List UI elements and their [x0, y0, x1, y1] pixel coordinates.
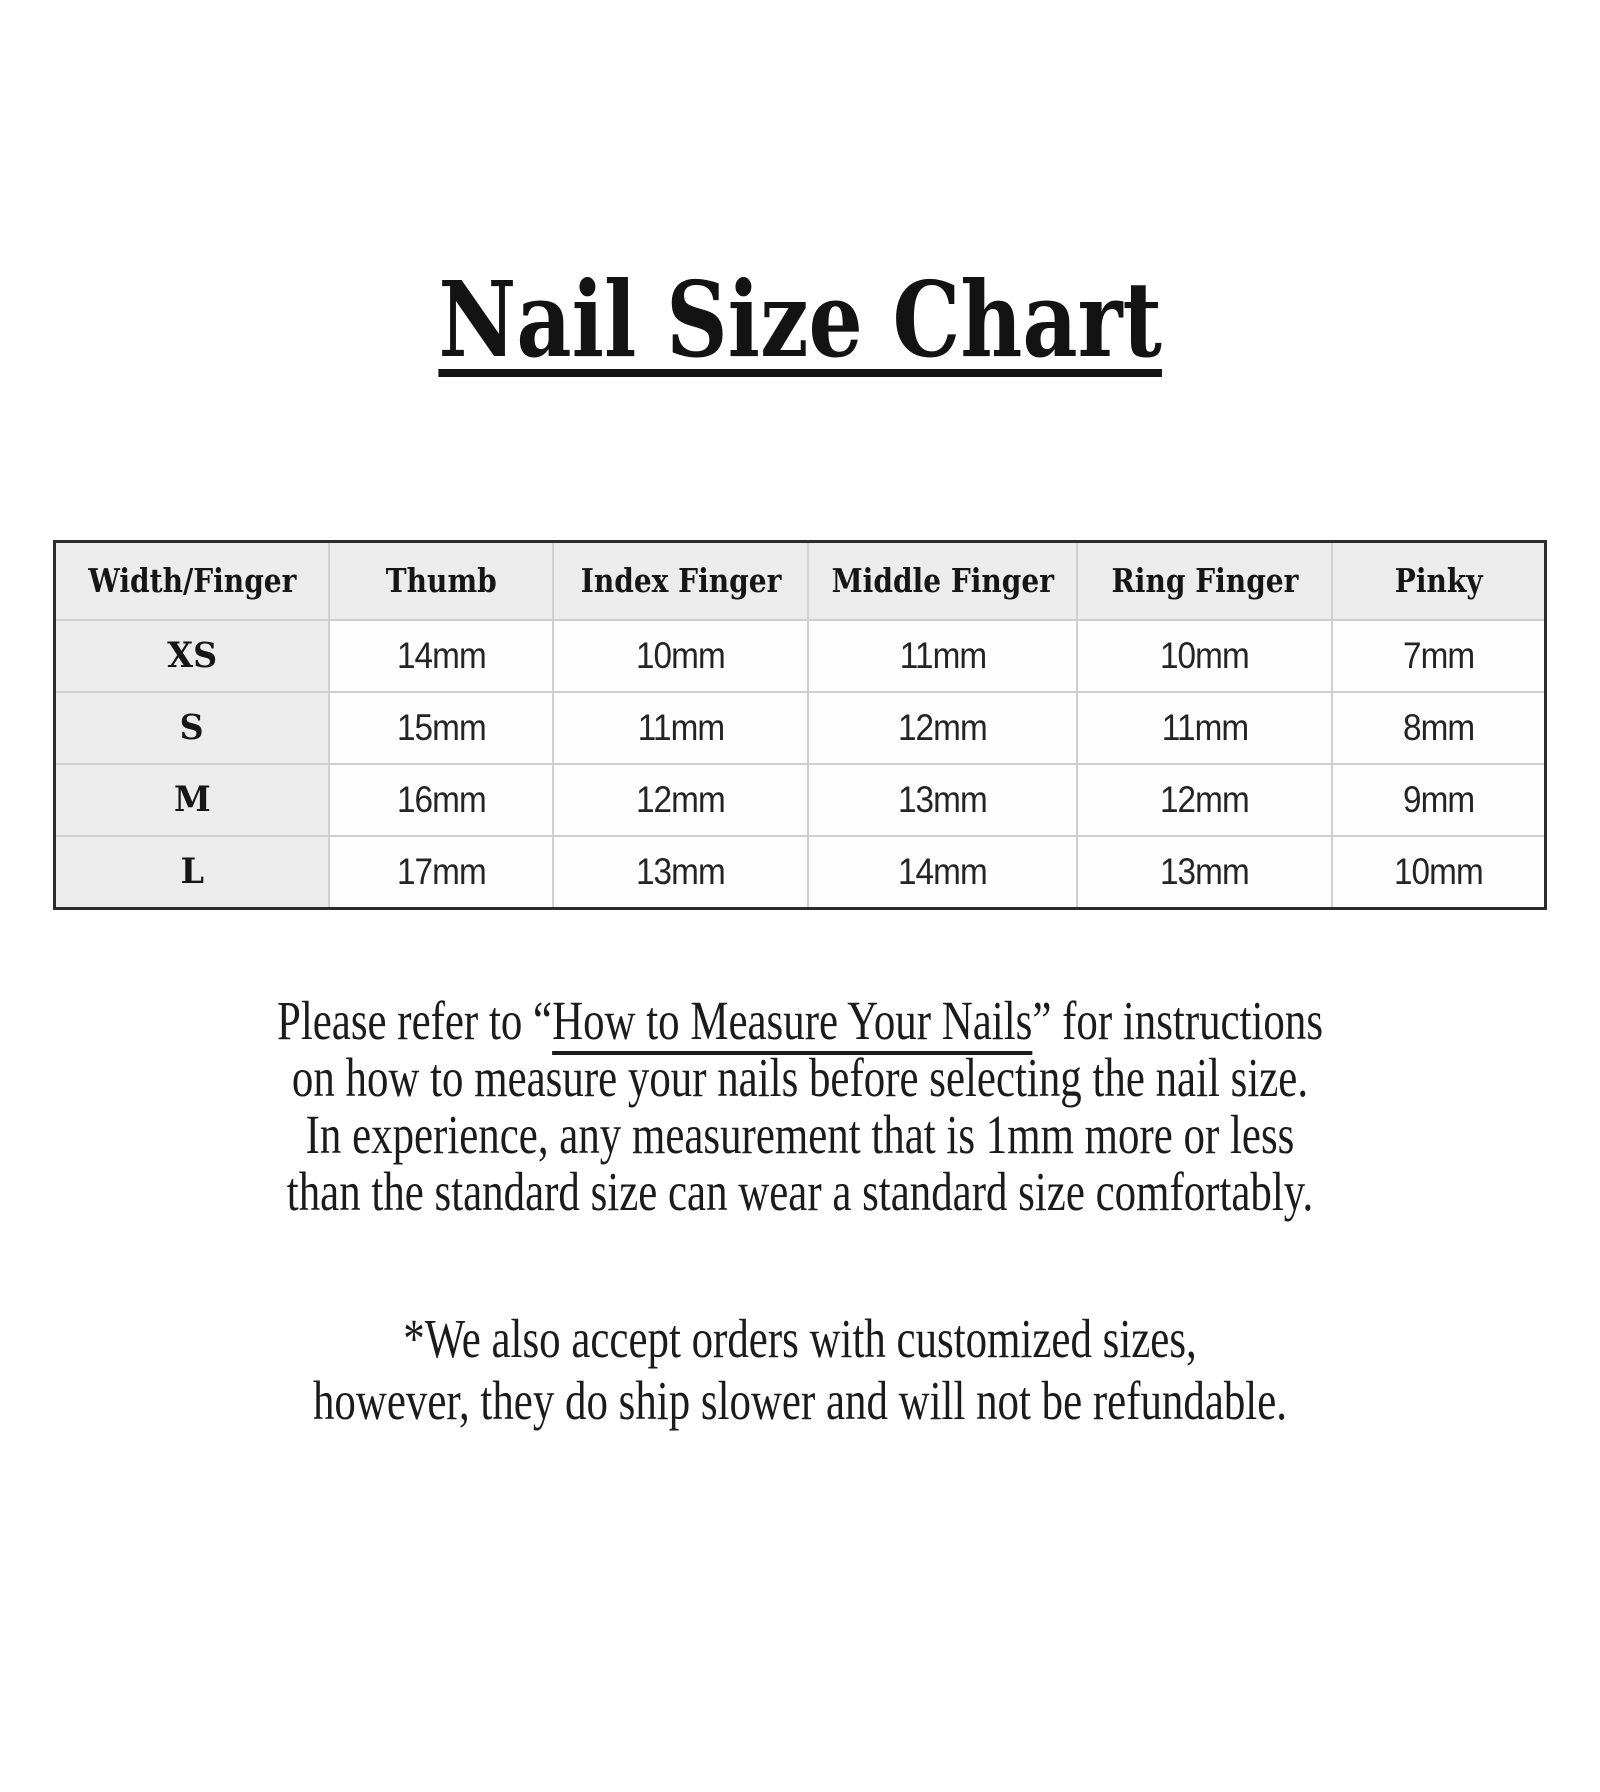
- cell-xs-pinky: [1332, 620, 1546, 692]
- cell-xs-thumb: [329, 620, 554, 692]
- header-label: Thumb: [385, 561, 497, 601]
- size-value: 13mm: [898, 778, 988, 820]
- cell-s-index: [553, 692, 808, 764]
- cell-s-middle: [808, 692, 1077, 764]
- cell-m-middle: [808, 764, 1077, 836]
- size-value: 11mm: [899, 634, 986, 676]
- size-value: 12mm: [898, 706, 988, 748]
- row-label-xs: [55, 620, 329, 692]
- size-row-m: [55, 764, 1546, 836]
- note-text: Please refer to “: [276, 989, 553, 1051]
- cell-l-thumb: [329, 836, 554, 909]
- cell-s-ring: [1077, 692, 1332, 764]
- note-line: *We also accept orders with customized sizes,: [403, 1307, 1197, 1369]
- cell-xs-ring: [1077, 620, 1332, 692]
- custom-sizes-note: [176, 1308, 1424, 1432]
- size-row-s: [55, 692, 1546, 764]
- cell-m-pinky: [1332, 764, 1546, 836]
- size-value: 10mm: [1160, 634, 1250, 676]
- note-line: however, they do ship slower and will not be refundable.: [312, 1369, 1288, 1431]
- size-value: 10mm: [636, 634, 726, 676]
- cell-s-pinky: [1332, 692, 1546, 764]
- note-line: on how to measure your nails before selecting the nail size.: [291, 1046, 1309, 1108]
- row-label-l: [55, 836, 329, 909]
- measure-instructions-note: [176, 989, 1424, 1222]
- note-text: ” for instructions: [1032, 989, 1324, 1051]
- note-line: than the standard size can wear a standard size comfortably.: [286, 1160, 1314, 1222]
- note-line: [176, 989, 1424, 1051]
- size-value: 11mm: [1161, 706, 1248, 748]
- size-value: 11mm: [637, 706, 724, 748]
- table-header-index-finger: [553, 541, 808, 620]
- size-value: 12mm: [1160, 778, 1250, 820]
- header-label: Pinky: [1394, 561, 1483, 601]
- note-line: In experience, any measurement that is 1mm more or less: [305, 1103, 1295, 1165]
- cell-m-ring: [1077, 764, 1332, 836]
- cell-l-index: [553, 836, 808, 909]
- cell-xs-middle: [808, 620, 1077, 692]
- title-container: [0, 192, 1600, 448]
- size-value: 7mm: [1402, 634, 1475, 676]
- cell-m-thumb: [329, 764, 554, 836]
- cell-l-ring: [1077, 836, 1332, 909]
- size-value: 16mm: [396, 778, 486, 820]
- table-header-ring-finger: [1077, 541, 1332, 620]
- size-value: 14mm: [898, 850, 988, 892]
- size-value: 13mm: [636, 850, 726, 892]
- table-header-thumb: [329, 541, 554, 620]
- size-label: XS: [167, 635, 217, 677]
- header-label: Middle Finger: [831, 561, 1054, 601]
- table-header-row: [55, 541, 1546, 620]
- cell-l-middle: [808, 836, 1077, 909]
- size-row-xs: [55, 620, 1546, 692]
- row-label-m: [55, 764, 329, 836]
- size-value: 15mm: [396, 706, 486, 748]
- how-to-measure-link[interactable]: How to Measure Your Nails: [552, 989, 1033, 1051]
- table-header-width-finger: [55, 541, 329, 620]
- size-label: M: [173, 779, 211, 821]
- size-value: 8mm: [1402, 706, 1475, 748]
- size-value: 14mm: [396, 634, 486, 676]
- row-label-s: [55, 692, 329, 764]
- header-label: Ring Finger: [1111, 561, 1299, 601]
- size-label: L: [180, 851, 204, 893]
- size-row-l: [55, 836, 1546, 909]
- table-header-middle-finger: [808, 541, 1077, 620]
- size-label: S: [179, 707, 204, 749]
- size-value: 9mm: [1402, 778, 1475, 820]
- cell-xs-index: [553, 620, 808, 692]
- nail-size-chart-page: [0, 192, 1600, 1432]
- cell-m-index: [553, 764, 808, 836]
- header-label: Index Finger: [580, 561, 781, 601]
- table-header-pinky: [1332, 541, 1546, 620]
- cell-s-thumb: [329, 692, 554, 764]
- size-value: 17mm: [396, 850, 486, 892]
- size-value: 12mm: [636, 778, 726, 820]
- size-value: 13mm: [1160, 850, 1250, 892]
- cell-l-pinky: [1332, 836, 1546, 909]
- size-value: 10mm: [1393, 850, 1483, 892]
- page-title: Nail Size Chart: [438, 257, 1162, 381]
- nail-size-table: [53, 540, 1547, 910]
- header-label: Width/Finger: [87, 561, 296, 601]
